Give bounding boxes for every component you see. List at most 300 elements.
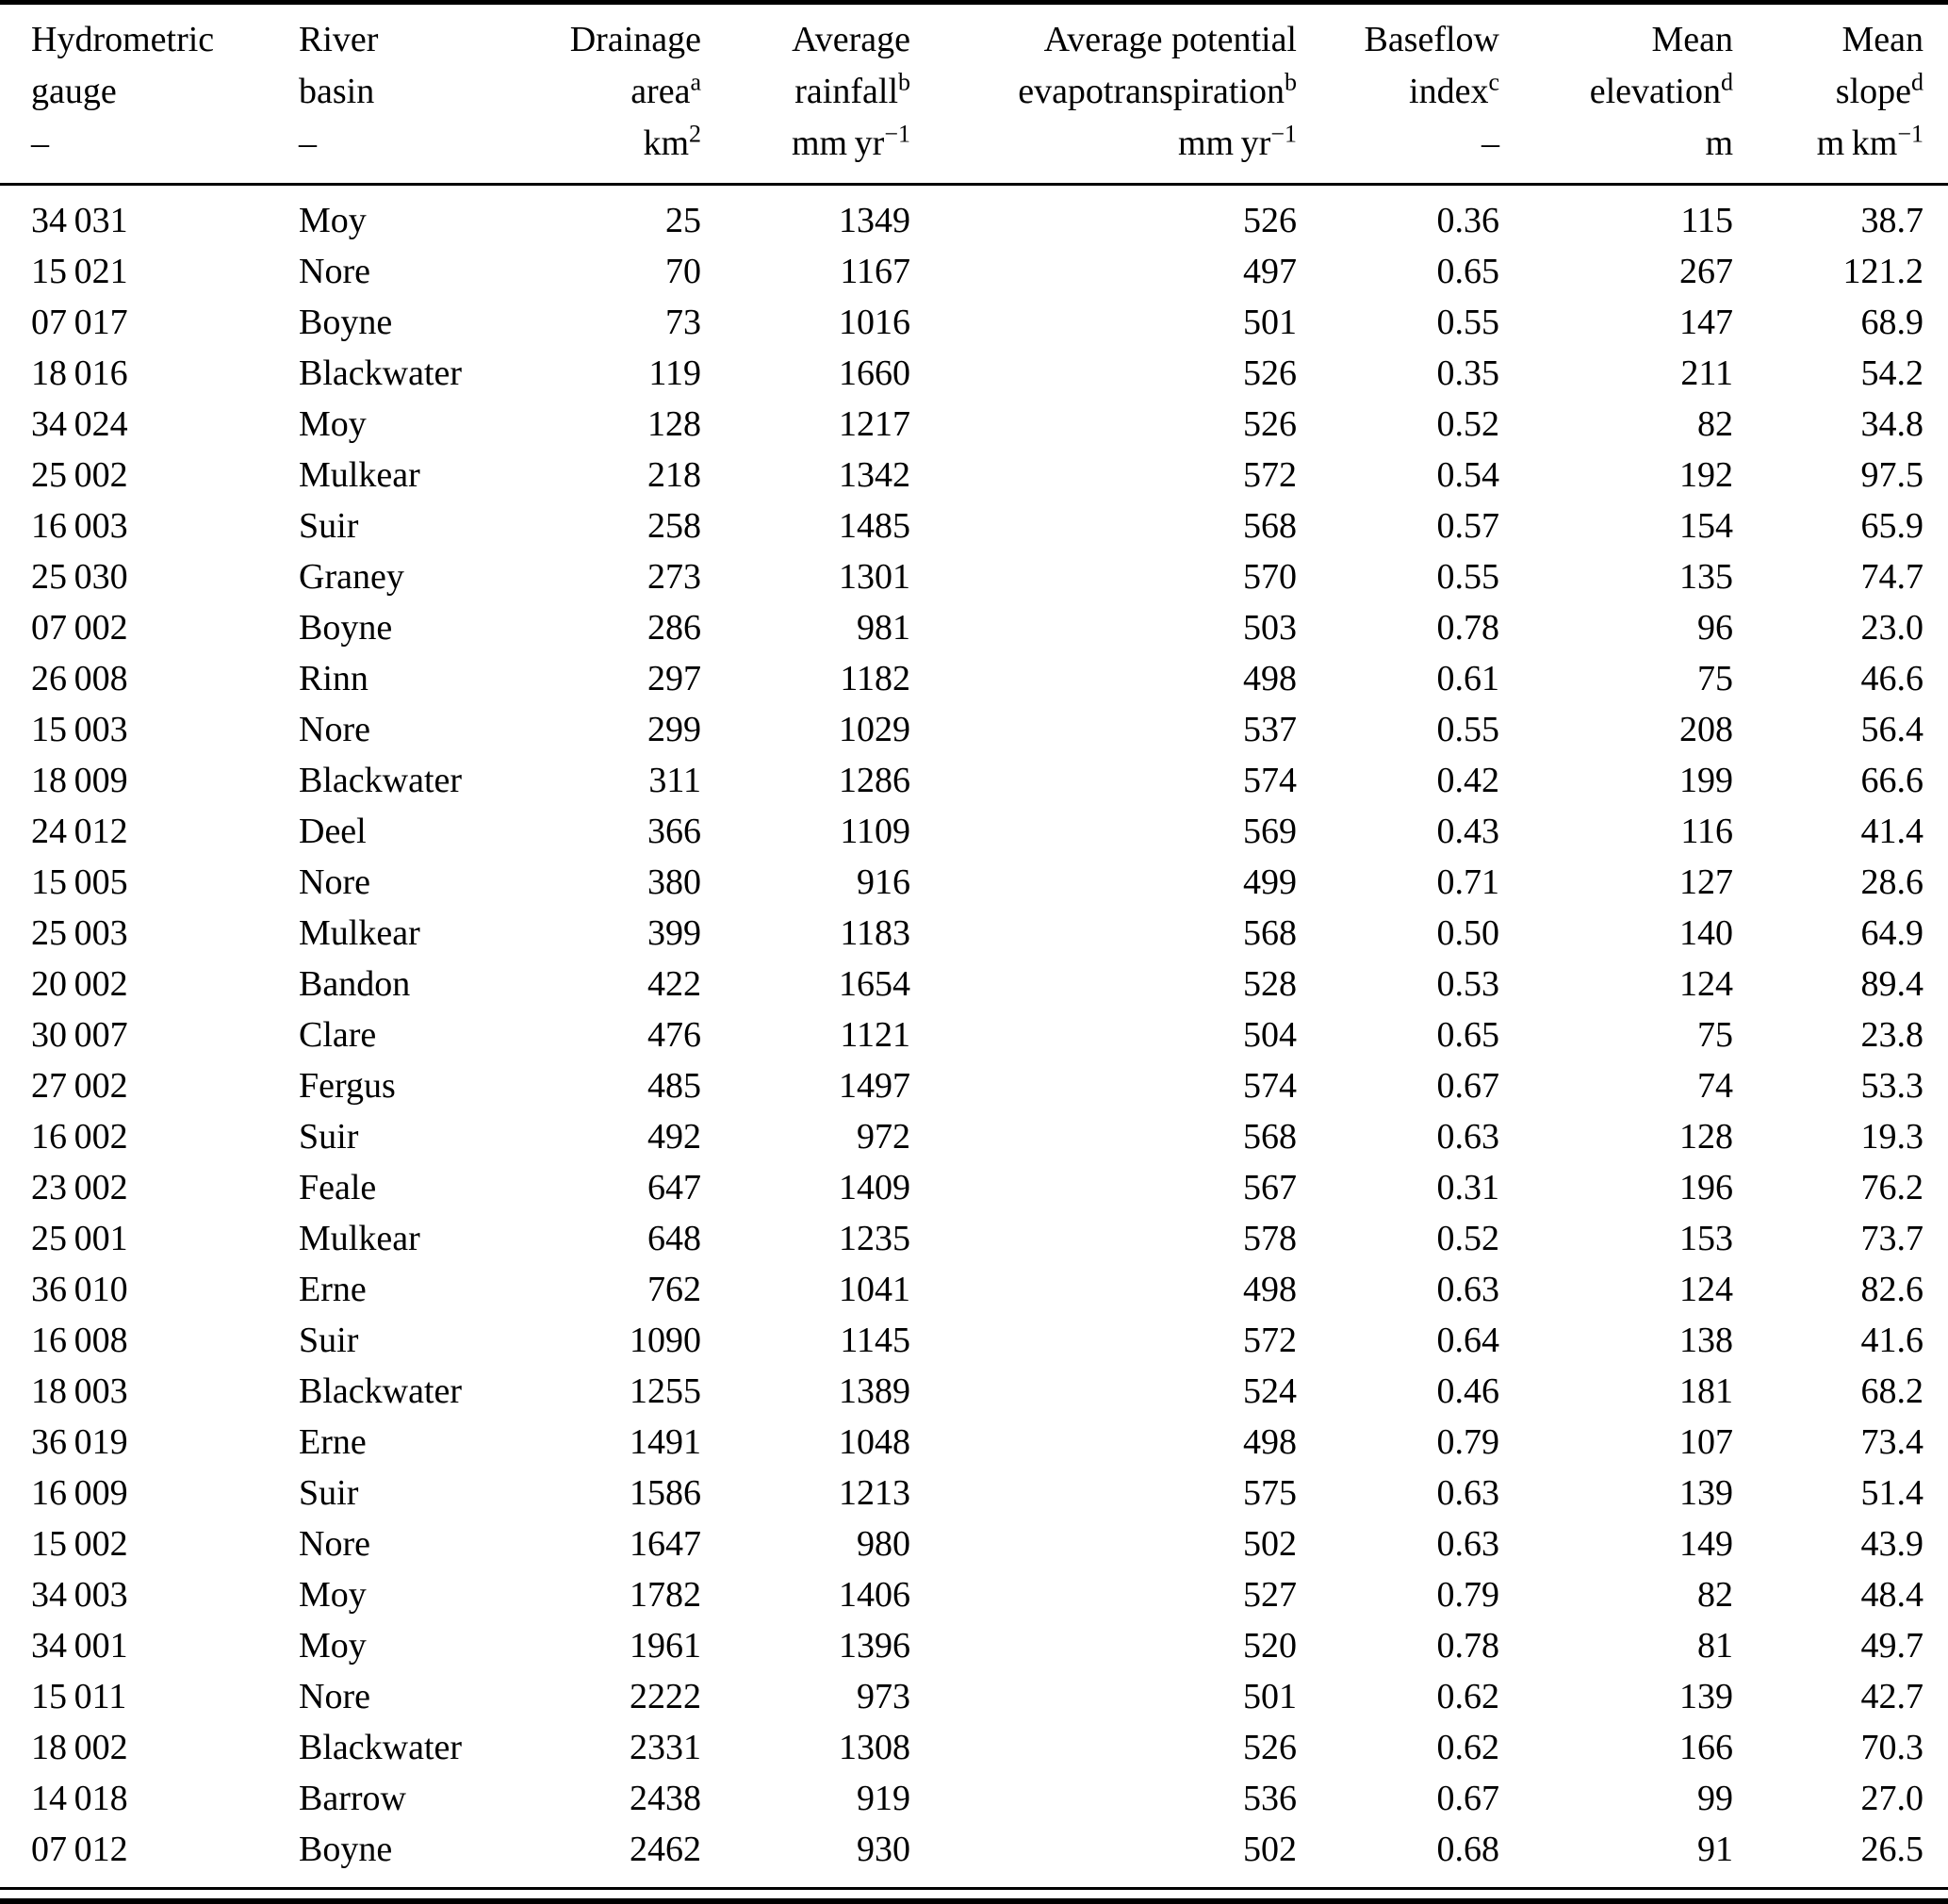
cell-rainfall: 1029 xyxy=(839,710,910,749)
cell-bfi: 0.54 xyxy=(1436,455,1499,495)
header-average-rainfall: Average xyxy=(792,20,910,59)
table-row xyxy=(0,1213,1948,1264)
cell-elevation: 138 xyxy=(1679,1321,1733,1360)
unit-text: mm yr xyxy=(791,123,885,163)
table-row xyxy=(0,551,1948,602)
table-body xyxy=(0,185,1948,1876)
cell-rainfall: 930 xyxy=(857,1830,910,1869)
cell-area: 128 xyxy=(647,404,701,444)
cell-elevation: 211 xyxy=(1680,353,1733,393)
cell-slope: 26.5 xyxy=(1860,1830,1923,1869)
cell-bfi: 0.61 xyxy=(1436,659,1499,698)
cell-elevation: 96 xyxy=(1697,608,1733,648)
header-slope-line2 xyxy=(1733,66,1948,118)
cell-bfi: 0.55 xyxy=(1436,557,1499,597)
cell-elevation: 75 xyxy=(1697,1015,1733,1055)
header-elevation-line2 xyxy=(1499,66,1733,118)
cell-slope: 73.4 xyxy=(1860,1422,1923,1462)
cell-area: 311 xyxy=(648,761,701,800)
table-bottom-thin-rule xyxy=(0,1887,1948,1890)
cell-rainfall: 1235 xyxy=(839,1219,910,1258)
cell-gauge: 16 008 xyxy=(31,1321,128,1360)
cell-basin: Blackwater xyxy=(299,1728,463,1767)
cell-area: 1491 xyxy=(630,1422,701,1462)
cell-pet: 498 xyxy=(1243,1422,1297,1462)
cell-slope: 82.6 xyxy=(1860,1270,1923,1309)
cell-pet: 504 xyxy=(1243,1015,1297,1055)
cell-gauge: 16 003 xyxy=(31,506,128,546)
cell-bfi: 0.78 xyxy=(1436,608,1499,648)
cell-bfi: 0.65 xyxy=(1436,1015,1499,1055)
table-row xyxy=(0,1518,1948,1569)
header-text: basin xyxy=(299,72,375,111)
cell-elevation: 139 xyxy=(1679,1677,1733,1716)
header-index-line2 xyxy=(1297,66,1499,118)
cell-gauge: 20 002 xyxy=(31,964,128,1004)
cell-slope: 70.3 xyxy=(1860,1728,1923,1767)
cell-slope: 121.2 xyxy=(1842,252,1923,291)
cell-rainfall: 1121 xyxy=(840,1015,910,1055)
cell-elevation: 199 xyxy=(1679,761,1733,800)
table-row xyxy=(0,1264,1948,1315)
cell-bfi: 0.64 xyxy=(1436,1321,1499,1360)
header-drainage-area: Drainage xyxy=(569,20,701,59)
header-baseflow-index: Baseflow xyxy=(1364,20,1499,59)
header-text: evapotranspiration xyxy=(1018,72,1285,111)
unit-text: – xyxy=(299,123,317,163)
cell-bfi: 0.52 xyxy=(1436,404,1499,444)
cell-slope: 28.6 xyxy=(1860,862,1923,902)
cell-area: 273 xyxy=(647,557,701,597)
cell-slope: 74.7 xyxy=(1860,557,1923,597)
cell-gauge: 23 002 xyxy=(31,1168,128,1207)
cell-gauge: 07 002 xyxy=(31,608,128,648)
cell-elevation: 208 xyxy=(1679,710,1733,749)
cell-bfi: 0.55 xyxy=(1436,303,1499,342)
unit-text: km xyxy=(643,123,689,163)
header-area-line2 xyxy=(528,66,701,118)
cell-gauge: 14 018 xyxy=(31,1779,128,1818)
cell-rainfall: 1485 xyxy=(839,506,910,546)
header-river-basin: River xyxy=(299,20,379,59)
table-row xyxy=(0,806,1948,857)
cell-elevation: 149 xyxy=(1679,1524,1733,1564)
cell-basin: Barrow xyxy=(299,1779,406,1818)
cell-bfi: 0.63 xyxy=(1436,1117,1499,1157)
cell-pet: 572 xyxy=(1243,1321,1297,1360)
cell-bfi: 0.62 xyxy=(1436,1677,1499,1716)
cell-basin: Nore xyxy=(299,252,370,291)
cell-elevation: 107 xyxy=(1679,1422,1733,1462)
cell-elevation: 82 xyxy=(1697,404,1733,444)
cell-slope: 27.0 xyxy=(1860,1779,1923,1818)
cell-rainfall: 1308 xyxy=(839,1728,910,1767)
cell-rainfall: 1301 xyxy=(839,557,910,597)
cell-gauge: 07 017 xyxy=(31,303,128,342)
cell-gauge: 15 021 xyxy=(31,252,128,291)
cell-bfi: 0.31 xyxy=(1436,1168,1499,1207)
cell-basin: Clare xyxy=(299,1015,377,1055)
cell-gauge: 25 002 xyxy=(31,455,128,495)
cell-slope: 41.6 xyxy=(1860,1321,1923,1360)
cell-rainfall: 980 xyxy=(857,1524,910,1564)
cell-slope: 23.8 xyxy=(1860,1015,1923,1055)
cell-basin: Bandon xyxy=(299,964,411,1004)
cell-bfi: 0.36 xyxy=(1436,201,1499,240)
cell-pet: 499 xyxy=(1243,862,1297,902)
header-evapotranspiration-line2 xyxy=(910,66,1297,118)
header-footnote-mark: b xyxy=(898,68,910,96)
cell-rainfall: 1406 xyxy=(839,1575,910,1615)
cell-gauge: 18 009 xyxy=(31,761,128,800)
unit-exponent: −1 xyxy=(884,120,910,148)
cell-bfi: 0.55 xyxy=(1436,710,1499,749)
cell-area: 2438 xyxy=(630,1779,701,1818)
cell-elevation: 196 xyxy=(1679,1168,1733,1207)
cell-elevation: 267 xyxy=(1679,252,1733,291)
cell-pet: 501 xyxy=(1243,1677,1297,1716)
cell-area: 1647 xyxy=(630,1524,701,1564)
table-row xyxy=(0,1824,1948,1875)
cell-elevation: 124 xyxy=(1679,964,1733,1004)
cell-rainfall: 919 xyxy=(857,1779,910,1818)
cell-bfi: 0.63 xyxy=(1436,1270,1499,1309)
cell-area: 1961 xyxy=(630,1626,701,1666)
cell-gauge: 18 002 xyxy=(31,1728,128,1767)
cell-pet: 526 xyxy=(1243,1728,1297,1767)
cell-slope: 89.4 xyxy=(1860,964,1923,1004)
cell-gauge: 34 003 xyxy=(31,1575,128,1615)
table-row xyxy=(0,1366,1948,1417)
unit-text: m km xyxy=(1816,123,1898,163)
cell-elevation: 192 xyxy=(1679,455,1733,495)
unit-rainfall xyxy=(701,118,910,185)
cell-area: 25 xyxy=(665,201,701,240)
table-row xyxy=(0,1671,1948,1722)
cell-basin: Suir xyxy=(299,506,359,546)
cell-elevation: 127 xyxy=(1679,862,1733,902)
unit-text: mm yr xyxy=(1177,123,1271,163)
cell-elevation: 116 xyxy=(1680,812,1733,851)
unit-index xyxy=(1297,118,1499,185)
table-row xyxy=(0,348,1948,399)
cell-area: 492 xyxy=(647,1117,701,1157)
cell-elevation: 135 xyxy=(1679,557,1733,597)
cell-bfi: 0.62 xyxy=(1436,1728,1499,1767)
unit-text: – xyxy=(1481,123,1499,163)
cell-basin: Mulkear xyxy=(299,1219,420,1258)
cell-slope: 68.2 xyxy=(1860,1371,1923,1411)
cell-basin: Fergus xyxy=(299,1066,396,1106)
cell-rainfall: 1389 xyxy=(839,1371,910,1411)
cell-pet: 526 xyxy=(1243,404,1297,444)
cell-area: 476 xyxy=(647,1015,701,1055)
cell-basin: Suir xyxy=(299,1321,359,1360)
cell-bfi: 0.71 xyxy=(1436,862,1499,902)
cell-pet: 575 xyxy=(1243,1473,1297,1513)
cell-rainfall: 1654 xyxy=(839,964,910,1004)
cell-slope: 34.8 xyxy=(1860,404,1923,444)
cell-pet: 567 xyxy=(1243,1168,1297,1207)
header-text: area xyxy=(630,72,691,111)
table-row xyxy=(0,1773,1948,1824)
cell-bfi: 0.67 xyxy=(1436,1779,1499,1818)
cell-bfi: 0.35 xyxy=(1436,353,1499,393)
cell-rainfall: 1167 xyxy=(840,252,910,291)
cell-slope: 23.0 xyxy=(1860,608,1923,648)
cell-gauge: 34 024 xyxy=(31,404,128,444)
table-row xyxy=(0,653,1948,704)
table-row xyxy=(0,1569,1948,1620)
cell-pet: 498 xyxy=(1243,659,1297,698)
cell-bfi: 0.53 xyxy=(1436,964,1499,1004)
cell-elevation: 75 xyxy=(1697,659,1733,698)
table-row xyxy=(0,602,1948,653)
cell-area: 2222 xyxy=(630,1677,701,1716)
cell-rainfall: 1349 xyxy=(839,201,910,240)
cell-area: 218 xyxy=(647,455,701,495)
header-footnote-mark: b xyxy=(1285,68,1297,96)
cell-slope: 76.2 xyxy=(1860,1168,1923,1207)
header-footnote-mark: d xyxy=(1911,68,1923,96)
cell-gauge: 15 003 xyxy=(31,710,128,749)
cell-pet: 502 xyxy=(1243,1830,1297,1869)
cell-rainfall: 1183 xyxy=(840,913,910,953)
cell-pet: 498 xyxy=(1243,1270,1297,1309)
cell-elevation: 81 xyxy=(1697,1626,1733,1666)
cell-pet: 574 xyxy=(1243,761,1297,800)
cell-basin: Blackwater xyxy=(299,761,463,800)
cell-bfi: 0.42 xyxy=(1436,761,1499,800)
cell-area: 485 xyxy=(647,1066,701,1106)
cell-bfi: 0.67 xyxy=(1436,1066,1499,1106)
cell-basin: Boyne xyxy=(299,608,393,648)
cell-rainfall: 1048 xyxy=(839,1422,910,1462)
cell-slope: 41.4 xyxy=(1860,812,1923,851)
cell-basin: Suir xyxy=(299,1473,359,1513)
header-hydrometric-gauge: Hydrometric xyxy=(31,20,215,59)
table-row xyxy=(0,1468,1948,1518)
table-row xyxy=(0,908,1948,959)
cell-basin: Nore xyxy=(299,710,370,749)
cell-slope: 64.9 xyxy=(1860,913,1923,953)
cell-elevation: 91 xyxy=(1697,1830,1733,1869)
cell-gauge: 15 005 xyxy=(31,862,128,902)
cell-rainfall: 1409 xyxy=(839,1168,910,1207)
header-mean-elevation: Mean xyxy=(1651,20,1733,59)
cell-basin: Moy xyxy=(299,201,367,240)
table-row xyxy=(0,501,1948,551)
cell-elevation: 128 xyxy=(1679,1117,1733,1157)
table-top-rule xyxy=(0,0,1948,5)
table-row xyxy=(0,1417,1948,1468)
cell-slope: 54.2 xyxy=(1860,353,1923,393)
table-row xyxy=(0,297,1948,348)
cell-area: 366 xyxy=(647,812,701,851)
cell-basin: Feale xyxy=(299,1168,377,1207)
cell-rainfall: 1396 xyxy=(839,1626,910,1666)
cell-pet: 520 xyxy=(1243,1626,1297,1666)
cell-area: 1782 xyxy=(630,1575,701,1615)
table-row xyxy=(0,1620,1948,1671)
cell-rainfall: 1213 xyxy=(839,1473,910,1513)
table-row xyxy=(0,1315,1948,1366)
cell-bfi: 0.46 xyxy=(1436,1371,1499,1411)
cell-bfi: 0.63 xyxy=(1436,1524,1499,1564)
unit-text: m xyxy=(1705,123,1733,163)
cell-basin: Mulkear xyxy=(299,455,420,495)
cell-pet: 578 xyxy=(1243,1219,1297,1258)
cell-basin: Nore xyxy=(299,1677,370,1716)
cell-slope: 43.9 xyxy=(1860,1524,1923,1564)
cell-elevation: 124 xyxy=(1679,1270,1733,1309)
header-basin-line2 xyxy=(268,66,528,118)
cell-elevation: 115 xyxy=(1680,201,1733,240)
cell-area: 70 xyxy=(665,252,701,291)
cell-pet: 568 xyxy=(1243,1117,1297,1157)
cell-elevation: 82 xyxy=(1697,1575,1733,1615)
cell-elevation: 74 xyxy=(1697,1066,1733,1106)
table-header xyxy=(0,5,1948,185)
cell-basin: Erne xyxy=(299,1422,367,1462)
cell-elevation: 154 xyxy=(1679,506,1733,546)
cell-basin: Nore xyxy=(299,862,370,902)
table-row xyxy=(0,1009,1948,1060)
table-row xyxy=(0,1722,1948,1773)
cell-gauge: 30 007 xyxy=(31,1015,128,1055)
header-footnote-mark: d xyxy=(1721,68,1733,96)
cell-pet: 574 xyxy=(1243,1066,1297,1106)
cell-slope: 65.9 xyxy=(1860,506,1923,546)
cell-slope: 42.7 xyxy=(1860,1677,1923,1716)
cell-bfi: 0.57 xyxy=(1436,506,1499,546)
cell-rainfall: 973 xyxy=(857,1677,910,1716)
cell-area: 762 xyxy=(647,1270,701,1309)
cell-pet: 526 xyxy=(1243,353,1297,393)
cell-area: 380 xyxy=(647,862,701,902)
header-footnote-mark: a xyxy=(690,68,701,96)
cell-slope: 38.7 xyxy=(1860,201,1923,240)
cell-gauge: 15 011 xyxy=(31,1677,127,1716)
cell-slope: 48.4 xyxy=(1860,1575,1923,1615)
cell-pet: 570 xyxy=(1243,557,1297,597)
cell-basin: Moy xyxy=(299,1575,367,1615)
cell-area: 1586 xyxy=(630,1473,701,1513)
table-row xyxy=(0,185,1948,247)
cell-gauge: 16 009 xyxy=(31,1473,128,1513)
cell-area: 648 xyxy=(647,1219,701,1258)
catchment-characteristics-table xyxy=(0,5,1948,1875)
cell-elevation: 139 xyxy=(1679,1473,1733,1513)
cell-slope: 49.7 xyxy=(1860,1626,1923,1666)
header-gauge-line2 xyxy=(0,66,268,118)
cell-area: 297 xyxy=(647,659,701,698)
cell-basin: Blackwater xyxy=(299,1371,463,1411)
unit-slope xyxy=(1733,118,1948,185)
cell-pet: 502 xyxy=(1243,1524,1297,1564)
cell-bfi: 0.52 xyxy=(1436,1219,1499,1258)
cell-rainfall: 1286 xyxy=(839,761,910,800)
header-row-units xyxy=(0,118,1948,185)
header-footnote-mark: c xyxy=(1488,68,1499,96)
cell-bfi: 0.63 xyxy=(1436,1473,1499,1513)
cell-gauge: 34 001 xyxy=(31,1626,128,1666)
table-row xyxy=(0,450,1948,501)
cell-basin: Rinn xyxy=(299,659,368,698)
cell-basin: Moy xyxy=(299,404,367,444)
cell-gauge: 16 002 xyxy=(31,1117,128,1157)
cell-pet: 572 xyxy=(1243,455,1297,495)
cell-gauge: 07 012 xyxy=(31,1830,128,1869)
cell-area: 647 xyxy=(647,1168,701,1207)
cell-basin: Boyne xyxy=(299,1830,393,1869)
unit-basin xyxy=(268,118,528,185)
header-text: elevation xyxy=(1589,72,1721,111)
cell-area: 73 xyxy=(665,303,701,342)
cell-bfi: 0.65 xyxy=(1436,252,1499,291)
cell-pet: 568 xyxy=(1243,913,1297,953)
cell-rainfall: 981 xyxy=(857,608,910,648)
cell-bfi: 0.79 xyxy=(1436,1422,1499,1462)
cell-slope: 56.4 xyxy=(1860,710,1923,749)
cell-basin: Erne xyxy=(299,1270,367,1309)
cell-basin: Nore xyxy=(299,1524,370,1564)
table-row xyxy=(0,399,1948,450)
cell-slope: 68.9 xyxy=(1860,303,1923,342)
cell-pet: 501 xyxy=(1243,303,1297,342)
cell-elevation: 153 xyxy=(1679,1219,1733,1258)
cell-area: 2462 xyxy=(630,1830,701,1869)
cell-elevation: 181 xyxy=(1679,1371,1733,1411)
cell-elevation: 99 xyxy=(1697,1779,1733,1818)
cell-rainfall: 1217 xyxy=(839,404,910,444)
cell-elevation: 140 xyxy=(1679,913,1733,953)
table-row xyxy=(0,959,1948,1009)
table-row xyxy=(0,1162,1948,1213)
cell-gauge: 25 030 xyxy=(31,557,128,597)
cell-gauge: 25 001 xyxy=(31,1219,128,1258)
cell-basin: Boyne xyxy=(299,303,393,342)
cell-area: 119 xyxy=(648,353,701,393)
header-text: rainfall xyxy=(794,72,898,111)
cell-rainfall: 1109 xyxy=(840,812,910,851)
cell-elevation: 147 xyxy=(1679,303,1733,342)
unit-exponent: −1 xyxy=(1270,120,1297,148)
cell-pet: 528 xyxy=(1243,964,1297,1004)
cell-gauge: 25 003 xyxy=(31,913,128,953)
cell-slope: 97.5 xyxy=(1860,455,1923,495)
cell-pet: 569 xyxy=(1243,812,1297,851)
cell-slope: 73.7 xyxy=(1860,1219,1923,1258)
cell-area: 422 xyxy=(647,964,701,1004)
unit-exponent: 2 xyxy=(689,120,701,148)
cell-pet: 536 xyxy=(1243,1779,1297,1818)
cell-pet: 497 xyxy=(1243,252,1297,291)
header-row-subtitles xyxy=(0,66,1948,118)
cell-gauge: 27 002 xyxy=(31,1066,128,1106)
cell-rainfall: 1497 xyxy=(839,1066,910,1106)
cell-bfi: 0.68 xyxy=(1436,1830,1499,1869)
cell-area: 258 xyxy=(647,506,701,546)
cell-gauge: 24 012 xyxy=(31,812,128,851)
cell-rainfall: 1660 xyxy=(839,353,910,393)
cell-pet: 537 xyxy=(1243,710,1297,749)
cell-slope: 66.6 xyxy=(1860,761,1923,800)
header-row-titles xyxy=(0,5,1948,66)
unit-area xyxy=(528,118,701,185)
cell-pet: 524 xyxy=(1243,1371,1297,1411)
cell-rainfall: 916 xyxy=(857,862,910,902)
